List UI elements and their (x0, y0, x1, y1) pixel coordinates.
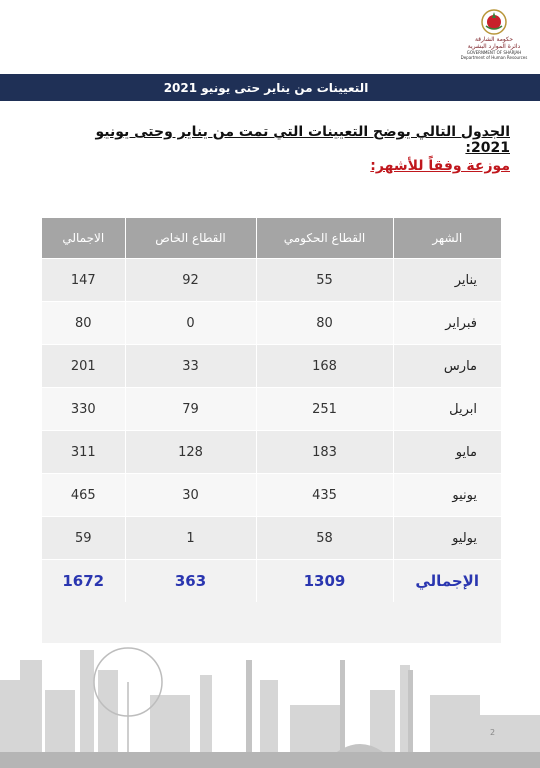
cell-gov: 251 (256, 388, 393, 431)
logo-text-en-2: Department of Human Resources (460, 55, 528, 60)
cell-total: 59 (42, 517, 125, 560)
cell-private: 33 (125, 345, 256, 388)
appointments-table-panel (42, 218, 501, 643)
header-total: الاجمالي (42, 218, 125, 259)
cell-total: 330 (42, 388, 125, 431)
cell-private: 0 (125, 302, 256, 345)
table-row (42, 517, 501, 560)
table-row (42, 259, 501, 302)
header-private: القطاع الخاص (125, 218, 256, 259)
intro-subheading: موزعة وفقاً للأشهر: (370, 158, 510, 174)
header-gov: القطاع الحكومي (256, 218, 393, 259)
city-skyline-illustration (0, 620, 540, 768)
emblem-icon (480, 8, 508, 36)
table-header-row (42, 218, 501, 259)
totals-gov: 1309 (256, 560, 393, 603)
cell-month: ابريل (393, 388, 501, 431)
page-title: التعيينات من يناير حتى يونيو 2021 (163, 80, 369, 95)
logo-text-ar-1: حكومة الشارقة (474, 36, 514, 43)
table-row (42, 388, 501, 431)
cell-month: يونيو (393, 474, 501, 517)
intro-heading: الجدول التالي يوضح التعيينات التي تمت من يناير وحتى يونيو 2021: (95, 124, 510, 156)
cell-total: 465 (42, 474, 125, 517)
cell-total: 311 (42, 431, 125, 474)
cell-private: 30 (125, 474, 256, 517)
cell-private: 92 (125, 259, 256, 302)
table-row (42, 345, 501, 388)
table-row (42, 474, 501, 517)
cell-gov: 58 (256, 517, 393, 560)
table-row (42, 302, 501, 345)
cell-month: مايو (393, 431, 501, 474)
cell-private: 79 (125, 388, 256, 431)
cell-month: يوليو (393, 517, 501, 560)
logo-text-en-1: GOVERNMENT OF SHARJAH (466, 50, 522, 55)
cell-private: 1 (125, 517, 256, 560)
cell-total: 147 (42, 259, 125, 302)
cell-gov: 435 (256, 474, 393, 517)
appointments-table (42, 218, 501, 602)
totals-total: 1672 (42, 560, 125, 603)
totals-label: الإجمالي (393, 560, 501, 603)
cell-gov: 168 (256, 345, 393, 388)
sharjah-government-logo (452, 8, 536, 70)
cell-month: يناير (393, 259, 501, 302)
header-bar (0, 74, 540, 101)
cell-total: 201 (42, 345, 125, 388)
table-row (42, 431, 501, 474)
cell-gov: 55 (256, 259, 393, 302)
cell-gov: 183 (256, 431, 393, 474)
logo-text-ar-2: دائرة الموارد البشرية (467, 43, 521, 50)
cell-month: فبراير (393, 302, 501, 345)
cell-gov: 80 (256, 302, 393, 345)
cell-private: 128 (125, 431, 256, 474)
totals-row (42, 560, 501, 603)
cell-total: 80 (42, 302, 125, 345)
header-month: الشهر (393, 218, 501, 259)
page-number: 2 (490, 728, 496, 737)
cell-month: مارس (393, 345, 501, 388)
totals-private: 363 (125, 560, 256, 603)
